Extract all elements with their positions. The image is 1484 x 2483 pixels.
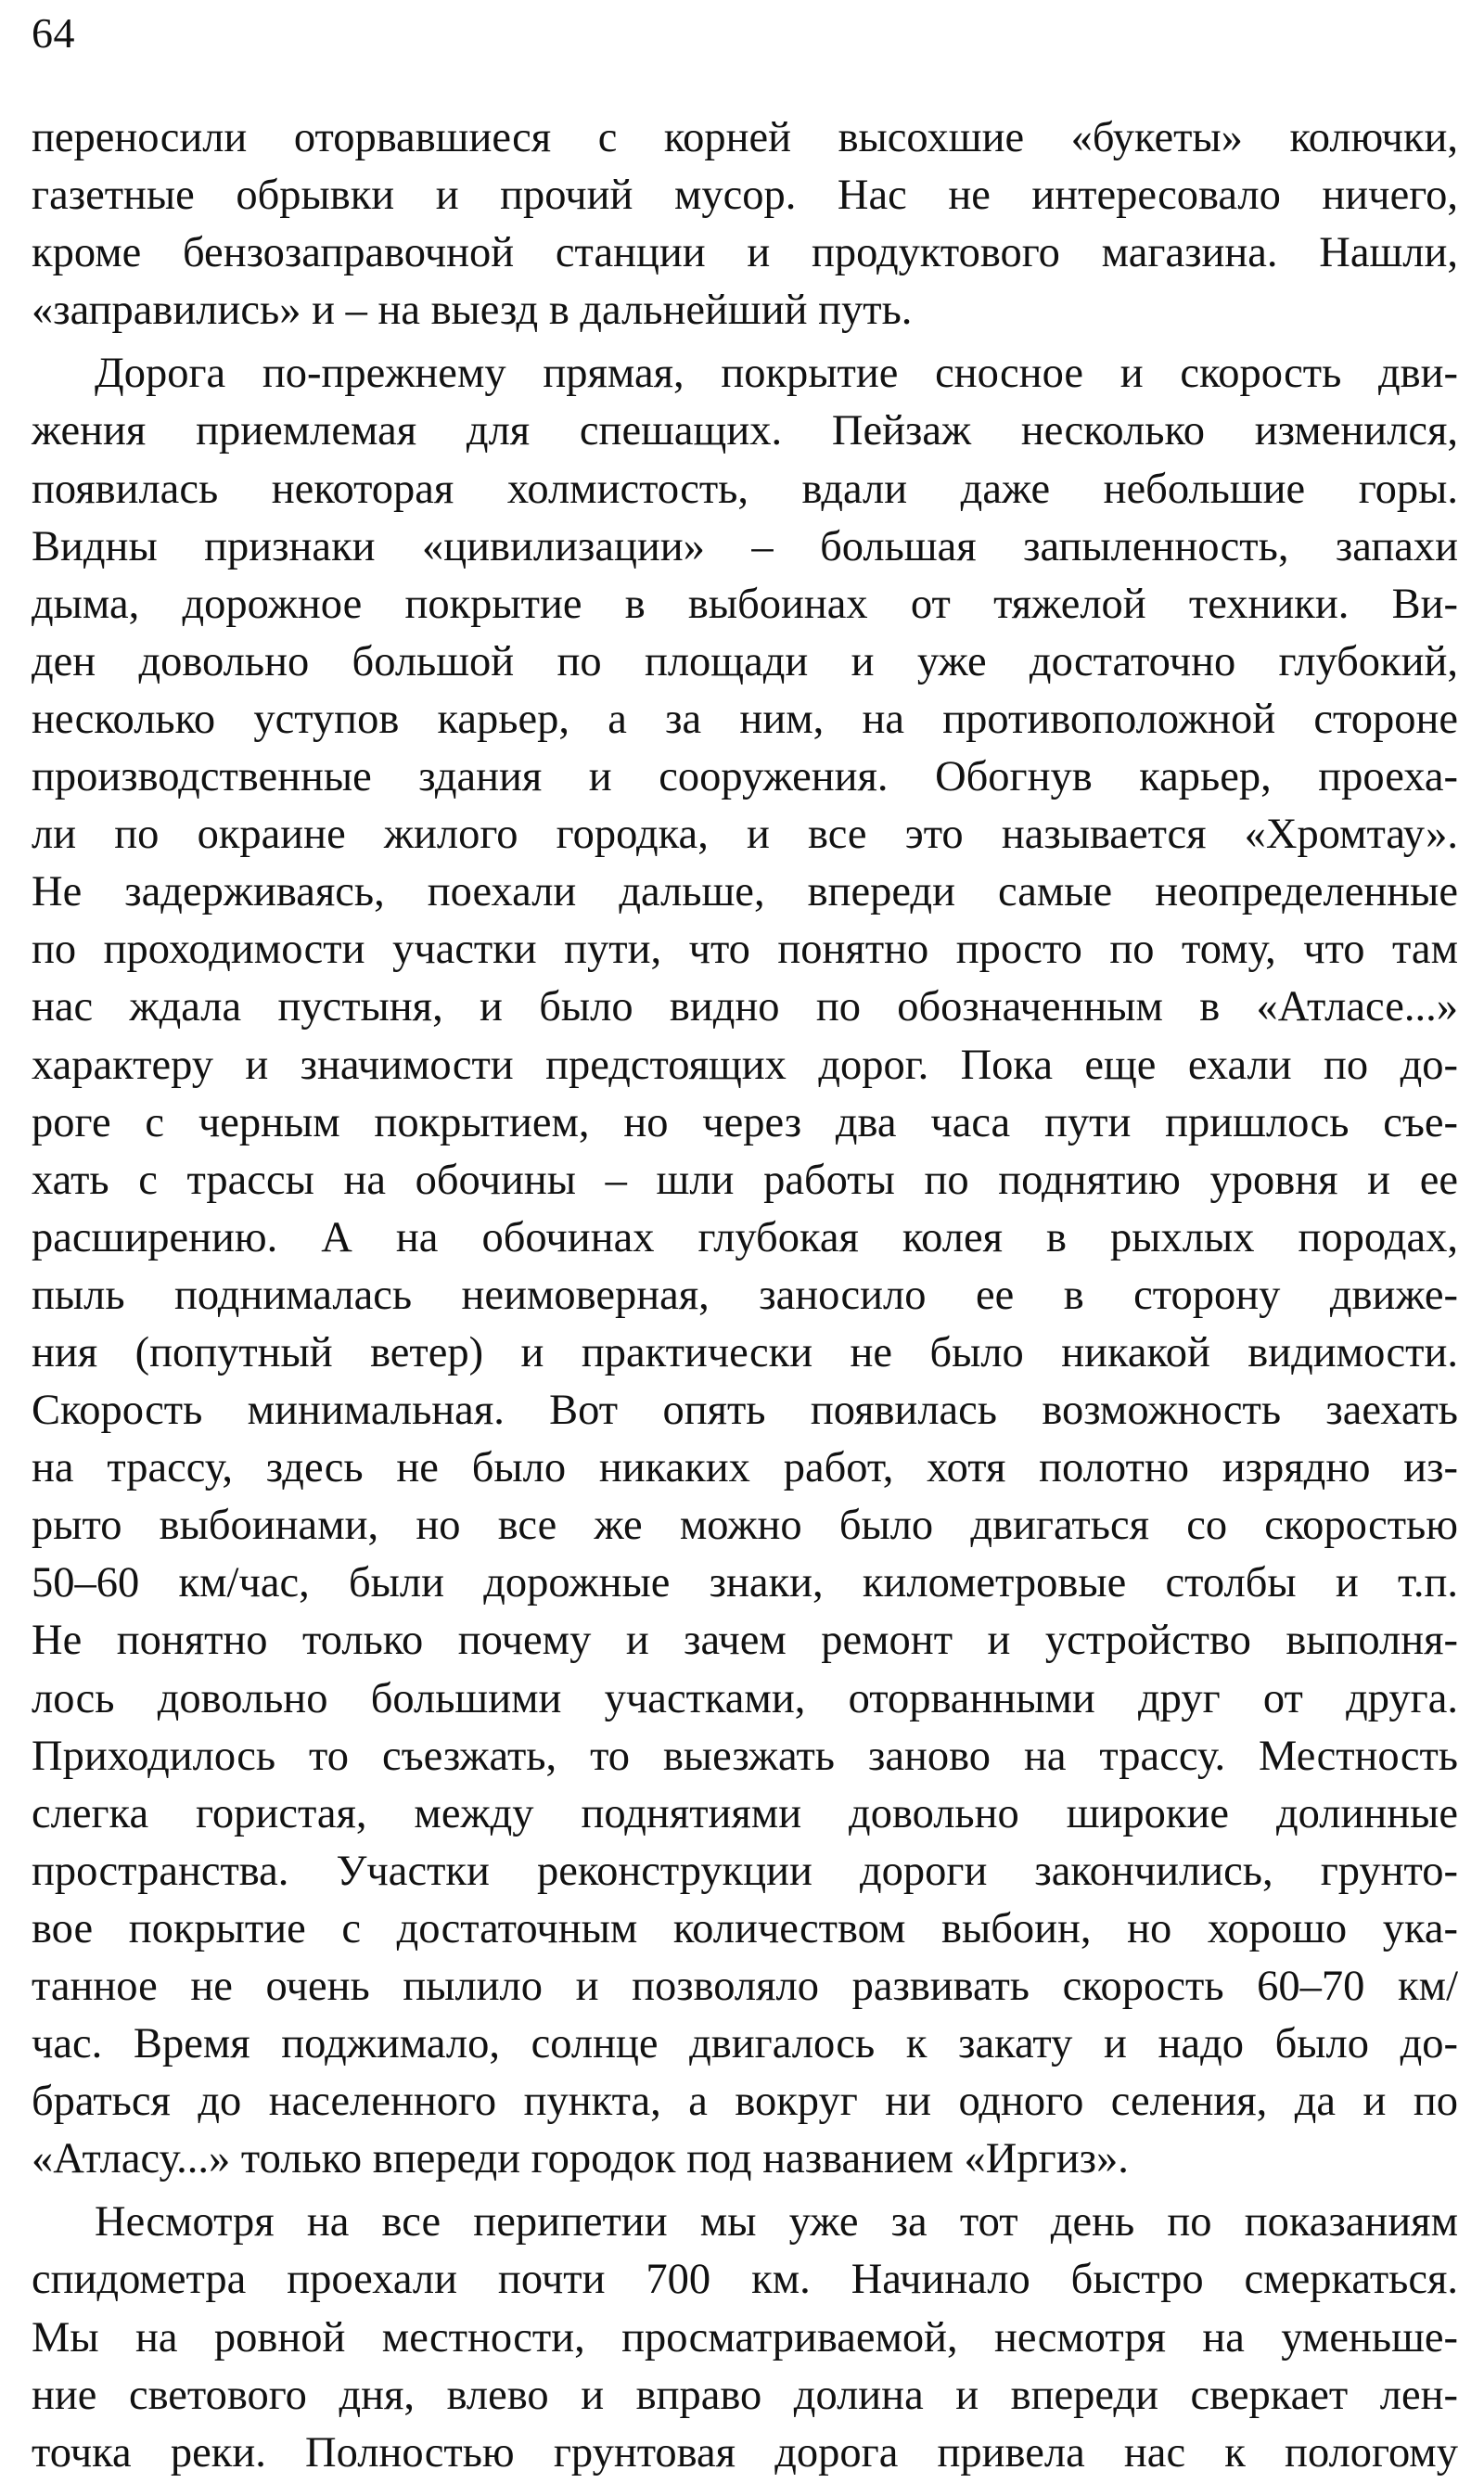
text-line: несколько уступов карьер, а за ним, на противоположной стороне: [32, 695, 1458, 743]
text-line: производственные здания и сооружения. Обогнув карьер, проеха-: [32, 753, 1458, 801]
text-line: Видны признаки «цивилизации» – большая запыленность, запахи: [32, 522, 1458, 570]
text-line: «Атласу...» только впереди городок под названием «Иргиз».: [32, 2135, 1129, 2183]
text-line: Скорость минимальная. Вот опять появилась возможность заехать: [32, 1387, 1458, 1435]
text-line: лось довольно большими участками, оторванными друг от друга.: [32, 1674, 1458, 1722]
text-line: спидометра проехали почти 700 км. Начинало быстро смеркаться.: [32, 2256, 1458, 2304]
text-line: Не понятно только почему и зачем ремонт и устройство выполня-: [32, 1617, 1458, 1665]
body-text: [32, 109, 1458, 2482]
paragraph: [32, 2194, 1458, 2481]
text-line: появилась некоторая холмистость, вдали даже небольшие горы.: [32, 465, 1458, 513]
text-line: Не задерживаясь, поехали дальше, впереди самые неопределенные: [32, 868, 1458, 916]
paragraph: [32, 109, 1458, 339]
text-line: Приходилось то съезжать, то выезжать заново на трассу. Местность: [32, 1732, 1458, 1780]
text-line: ние светового дня, влево и вправо долина и впереди сверкает лен-: [32, 2371, 1458, 2419]
text-line: вое покрытие с достаточным количеством выбоин, но хорошо ука-: [32, 1904, 1458, 1952]
text-line: ли по окраине жилого городка, и все это называется «Хромтау».: [32, 811, 1458, 859]
text-line: ден довольно большой по площади и уже достаточно глубокий,: [32, 637, 1458, 685]
text-line: «заправились» и – на выезд в дальнейший путь.: [32, 287, 913, 335]
text-line: переносили оторвавшиеся с корней высохшие «букеты» колючки,: [32, 114, 1458, 161]
text-line: ния (попутный ветер) и практически не было никакой видимости.: [32, 1328, 1458, 1376]
text-line: нас ждала пустыня, и было видно по обозначенным в «Атласе...»: [32, 983, 1458, 1031]
text-line: Несмотря на все перипетии мы уже за тот день по показаниям: [95, 2198, 1458, 2246]
text-line: браться до населенного пункта, а вокруг ни одного селения, да и по: [32, 2078, 1458, 2126]
text-line: по проходимости участки пути, что понятно просто по тому, что там: [32, 926, 1458, 974]
text-line: на трассу, здесь не было никаких работ, хотя полотно изрядно из-: [32, 1444, 1458, 1492]
page-number: 64: [32, 9, 75, 57]
text-line: слегка гористая, между поднятиями довольно широкие долинные: [32, 1789, 1458, 1837]
text-line: дыма, дорожное покрытие в выбоинах от тяжелой техники. Ви-: [32, 580, 1458, 628]
text-line: танное не очень пылило и позволяло развивать скорость 60–70 км/: [32, 1963, 1458, 2010]
paragraph: [32, 345, 1458, 2188]
text-line: хать с трассы на обочины – шли работы по поднятию уровня и ее: [32, 1156, 1458, 1204]
text-line: пыль поднималась неимоверная, заносило ее в сторону движе-: [32, 1271, 1458, 1319]
text-line: пространства. Участки реконструкции дороги закончились, грунто-: [32, 1847, 1458, 1895]
text-line: жения приемлемая для спешащих. Пейзаж несколько изменился,: [32, 407, 1458, 455]
text-line: роге с черным покрытием, но через два часа пути пришлось съе-: [32, 1098, 1458, 1146]
text-line: расширению. А на обочинах глубокая колея в рыхлых породах,: [32, 1213, 1458, 1261]
text-line: газетные обрывки и прочий мусор. Нас не интересовало ничего,: [32, 172, 1458, 220]
text-line: кроме бензозаправочной станции и продуктового магазина. Нашли,: [32, 229, 1458, 277]
text-line: точка реки. Полностью грунтовая дорога привела нас к пологому: [32, 2428, 1458, 2477]
text-line: час. Время поджимало, солнце двигалось к закату и надо было до-: [32, 2020, 1458, 2068]
text-line: Мы на ровной местности, просматриваемой, несмотря на уменьше-: [32, 2313, 1458, 2361]
text-line: Дорога по-прежнему прямая, покрытие сносное и скорость дви-: [95, 350, 1458, 398]
text-line: характеру и значимости предстоящих дорог. Пока еще ехали по до-: [32, 1041, 1458, 1089]
text-line: 50–60 км/час, были дорожные знаки, километровые столбы и т.п.: [32, 1559, 1458, 1607]
text-line: рыто выбоинами, но все же можно было двигаться со скоростью: [32, 1502, 1458, 1550]
